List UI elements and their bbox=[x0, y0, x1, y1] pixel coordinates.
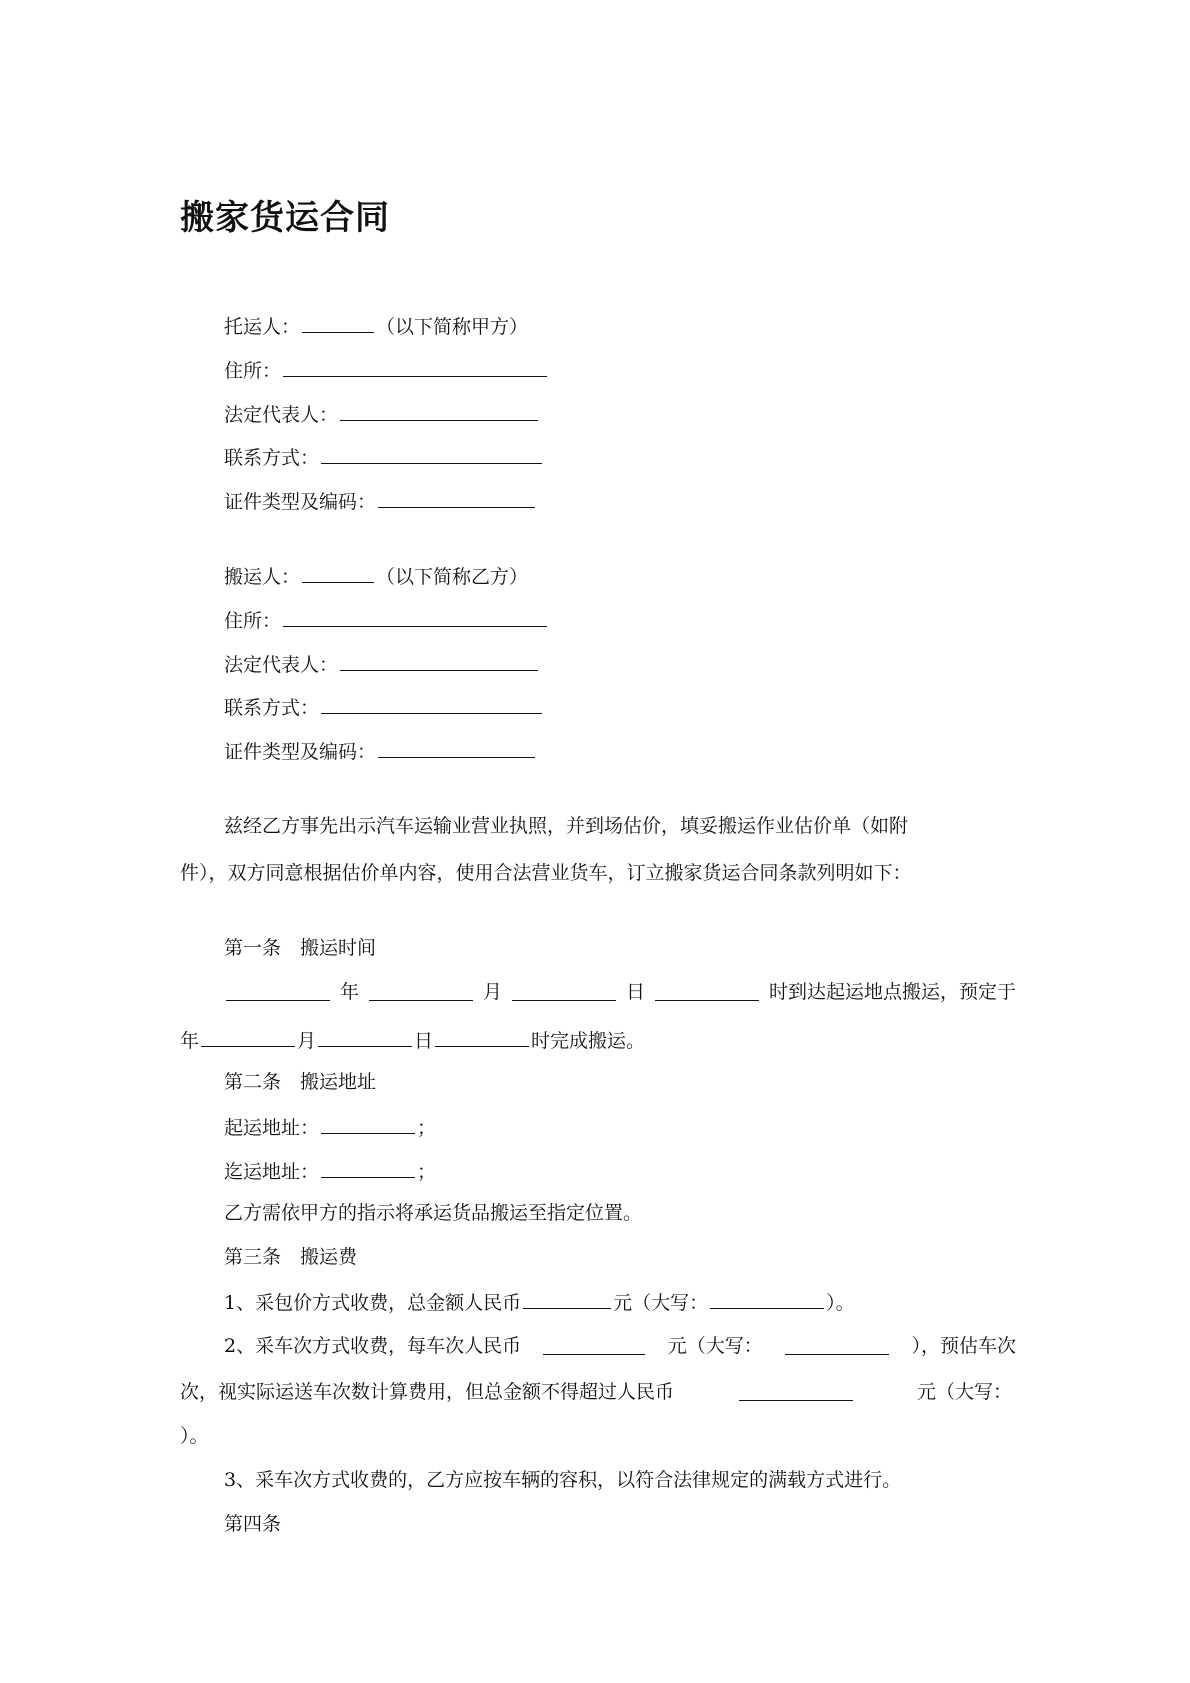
contact-blank[interactable] bbox=[321, 443, 542, 464]
article-2-heading: 第二条 搬运地址 bbox=[224, 1071, 377, 1093]
party-a-legal-rep-line bbox=[224, 400, 540, 427]
semicolon: ； bbox=[417, 1117, 437, 1139]
article-3-item-1 bbox=[224, 1288, 855, 1315]
party-a-id-line bbox=[224, 487, 537, 514]
destination-address-line bbox=[224, 1157, 436, 1184]
item1-text-a: 1、采包价方式收费，总金额人民币 bbox=[224, 1292, 522, 1314]
shipper-label: 托运人： bbox=[224, 316, 301, 338]
item2-text-b: 元（大写： bbox=[667, 1335, 763, 1357]
year-label-2: 年 bbox=[180, 1030, 200, 1052]
month-blank-2[interactable] bbox=[201, 1026, 295, 1047]
month-blank[interactable] bbox=[369, 980, 473, 1001]
day-blank[interactable] bbox=[512, 980, 616, 1001]
party-b-carrier-line bbox=[224, 562, 528, 589]
carrier-suffix: （以下简称乙方） bbox=[376, 566, 529, 588]
hour-blank[interactable] bbox=[655, 980, 759, 1001]
year-blank[interactable] bbox=[226, 980, 330, 1001]
address-label: 住所： bbox=[224, 610, 282, 632]
article-3-heading: 第三条 搬运费 bbox=[224, 1246, 358, 1268]
item1-amount-blank[interactable] bbox=[523, 1288, 611, 1309]
article-4-heading: 第四条 bbox=[224, 1513, 282, 1535]
item2-amount-blank[interactable] bbox=[543, 1334, 645, 1355]
article-3-item-2 bbox=[224, 1334, 1016, 1358]
party-b-contact-line bbox=[224, 693, 544, 720]
article-3-item-3: 3、采车次方式收费的，乙方应按车辆的容积，以符合法律规定的满载方式进行。 bbox=[224, 1469, 902, 1491]
article-1-time-line bbox=[224, 980, 1016, 1004]
address-blank[interactable] bbox=[283, 356, 547, 377]
legal-rep-label: 法定代表人： bbox=[224, 654, 339, 676]
semicolon: ； bbox=[417, 1161, 437, 1183]
article-3-item-2-cont bbox=[180, 1380, 1012, 1404]
article-3-item-2-end: ）。 bbox=[180, 1425, 209, 1447]
item2-uppercase-blank[interactable] bbox=[785, 1334, 889, 1355]
item1-text-b: 元（大写： bbox=[613, 1292, 709, 1314]
address-blank[interactable] bbox=[283, 606, 547, 627]
document-title: 搬家货运合同 bbox=[180, 198, 390, 238]
item1-text-c: ）。 bbox=[826, 1292, 855, 1314]
article-1-heading: 第一条 搬运时间 bbox=[224, 937, 377, 959]
origin-blank[interactable] bbox=[321, 1113, 415, 1134]
party-b-address-line bbox=[224, 606, 549, 633]
dest-label: 迄运地址： bbox=[224, 1161, 320, 1183]
party-b-legal-rep-line bbox=[224, 650, 540, 677]
dest-blank[interactable] bbox=[321, 1157, 415, 1178]
article-1-complete-line bbox=[180, 1026, 645, 1053]
day-label: 日 bbox=[625, 981, 645, 1003]
contact-blank[interactable] bbox=[321, 693, 542, 714]
item2-line2-text-b: 元（大写： bbox=[916, 1381, 1012, 1403]
id-blank[interactable] bbox=[378, 487, 535, 508]
shipper-suffix: （以下简称甲方） bbox=[376, 316, 529, 338]
legal-rep-blank[interactable] bbox=[340, 650, 538, 671]
item2-line2-text-a: 次，视实际运送车次数计算费用，但总金额不得超过人民币 bbox=[180, 1381, 675, 1403]
article-2-note: 乙方需依甲方的指示将承运货品搬运至指定位置。 bbox=[224, 1202, 643, 1224]
intro-line-2: 件），双方同意根据估价单内容，使用合法营业货车，订立搬家货运合同条款列明如下： bbox=[180, 862, 912, 884]
day-label-2: 日 bbox=[414, 1030, 434, 1052]
contact-label: 联系方式： bbox=[224, 447, 320, 469]
party-b-id-line bbox=[224, 737, 537, 764]
legal-rep-label: 法定代表人： bbox=[224, 404, 339, 426]
contact-label: 联系方式： bbox=[224, 697, 320, 719]
hour-blank-2[interactable] bbox=[435, 1026, 529, 1047]
id-label: 证件类型及编码： bbox=[224, 491, 377, 513]
item2-max-amount-blank[interactable] bbox=[739, 1380, 853, 1401]
party-a-contact-line bbox=[224, 443, 544, 470]
id-blank[interactable] bbox=[378, 737, 535, 758]
carrier-label: 搬运人： bbox=[224, 566, 301, 588]
complete-text: 时完成搬运。 bbox=[531, 1030, 646, 1052]
origin-address-line bbox=[224, 1113, 436, 1140]
legal-rep-blank[interactable] bbox=[340, 400, 538, 421]
item2-text-a: 2、采车次方式收费，每车次人民币 bbox=[224, 1335, 522, 1357]
id-label: 证件类型及编码： bbox=[224, 741, 377, 763]
day-blank-2[interactable] bbox=[318, 1026, 412, 1047]
item2-text-c: ），预估车次 bbox=[911, 1335, 1016, 1357]
party-a-shipper-line bbox=[224, 312, 528, 339]
year-label: 年 bbox=[339, 981, 359, 1003]
origin-label: 起运地址： bbox=[224, 1117, 320, 1139]
shipper-blank[interactable] bbox=[302, 312, 374, 333]
carrier-blank[interactable] bbox=[302, 562, 374, 583]
intro-line-1: 兹经乙方事先出示汽车运输业营业执照，并到场估价，填妥搬运作业估价单（如附 bbox=[224, 815, 909, 837]
arrive-text: 时到达起运地点搬运，预定于 bbox=[768, 981, 1016, 1003]
month-label: 月 bbox=[482, 981, 502, 1003]
item1-uppercase-blank[interactable] bbox=[710, 1288, 824, 1309]
party-a-address-line bbox=[224, 356, 549, 383]
address-label: 住所： bbox=[224, 360, 282, 382]
month-label-2: 月 bbox=[297, 1030, 317, 1052]
